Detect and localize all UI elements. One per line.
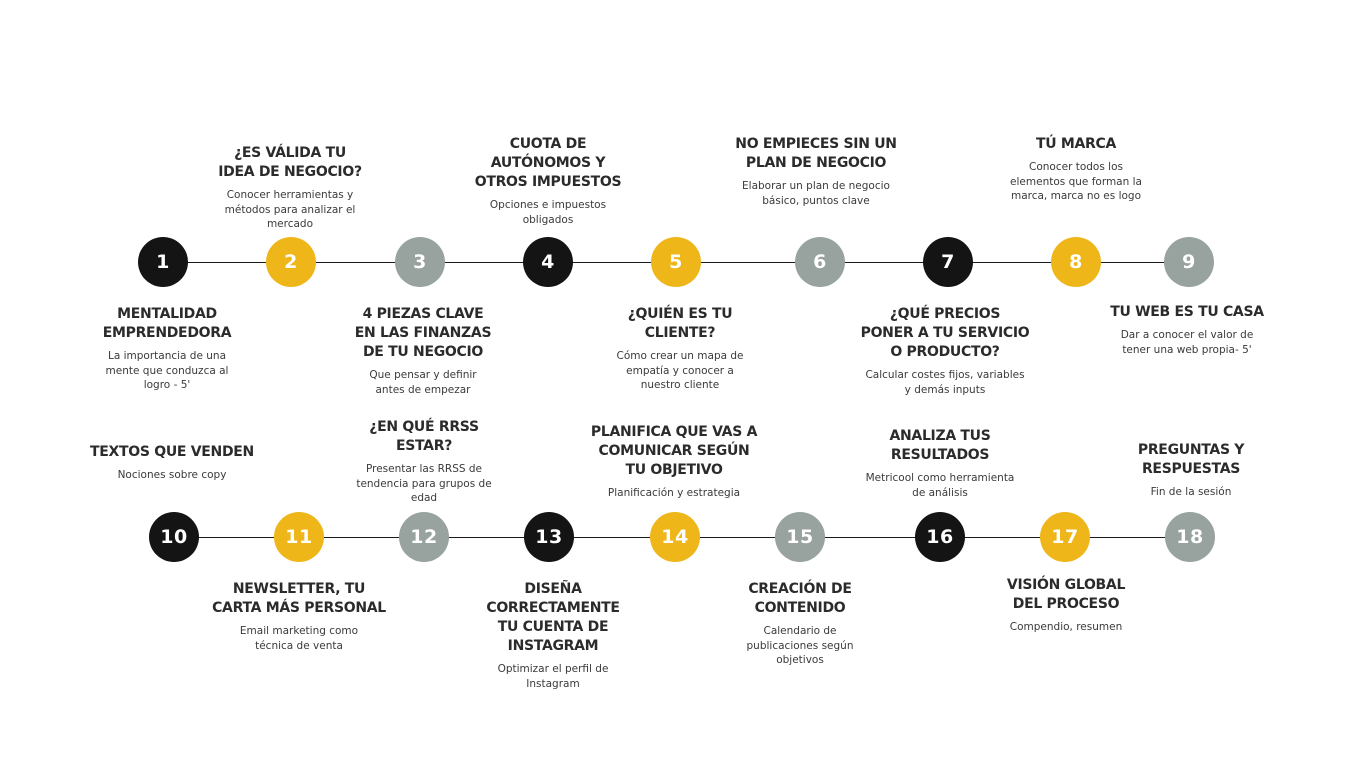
step-node-17: 17 (1040, 512, 1090, 562)
step-title: VISIÓN GLOBAL DEL PROCESO (1006, 577, 1126, 612)
step-title: TÚ MARCA (1035, 136, 1117, 152)
step-node-6: 6 (795, 237, 845, 287)
step-description: Conocer herramientas y métodos para analizar el mercado (224, 189, 356, 230)
step-title: PLANIFICA QUE VAS A COMUNICAR SEGÚN TU OBJETIVO (590, 424, 758, 478)
step-node-5: 5 (651, 237, 701, 287)
step-description: Conocer todos los elementos que forman la marca, marca no es logo (1010, 161, 1142, 202)
step-node-11: 11 (274, 512, 324, 562)
step-description: Planificación y estrategia (607, 487, 741, 499)
step-block-15 (715, 580, 885, 668)
step-block-12 (339, 418, 509, 506)
step-block-18 (1106, 441, 1276, 500)
step-block-6 (726, 135, 906, 208)
step-title: ¿QUÉ PRECIOS PONER A TU SERVICIO O PRODUCTO? (860, 306, 1030, 360)
step-block-5 (595, 305, 765, 393)
step-node-7: 7 (923, 237, 973, 287)
step-block-2 (205, 144, 375, 232)
step-block-13 (468, 580, 638, 691)
step-description: Metricool como herramienta de análisis (865, 472, 1015, 499)
step-node-2: 2 (266, 237, 316, 287)
step-description: Cómo crear un mapa de empatía y conocer a nuestro cliente (616, 350, 744, 391)
step-description: Presentar las RRSS de tendencia para grupos de edad (356, 463, 492, 504)
step-block-14 (584, 423, 764, 501)
step-title: CREACIÓN DE CONTENIDO (748, 581, 852, 616)
step-title: ¿QUIÉN ES TU CLIENTE? (627, 306, 733, 341)
step-description: Compendio, resumen (1009, 621, 1123, 633)
step-node-15: 15 (775, 512, 825, 562)
step-title: ANALIZA TUS RESULTADOS (889, 428, 991, 463)
step-node-12: 12 (399, 512, 449, 562)
step-node-8: 8 (1051, 237, 1101, 287)
step-node-10: 10 (149, 512, 199, 562)
step-description: Optimizar el perfil de Instagram (497, 663, 609, 690)
step-title: NEWSLETTER, TU CARTA MÁS PERSONAL (212, 581, 386, 616)
step-description: Dar a conocer el valor de tener una web propia- 5' (1120, 329, 1254, 356)
step-description: Opciones e impuestos obligados (489, 199, 607, 226)
step-block-9 (1097, 303, 1277, 357)
step-node-9: 9 (1164, 237, 1214, 287)
step-description: Calendario de publicaciones según objetivos (746, 625, 854, 666)
step-title: NO EMPIECES SIN UN PLAN DE NEGOCIO (735, 136, 897, 171)
step-description: Calcular costes fijos, variables y demás inputs (865, 369, 1025, 396)
step-node-1: 1 (138, 237, 188, 287)
step-block-8 (991, 135, 1161, 204)
step-block-16 (855, 427, 1025, 500)
step-title: ¿ES VÁLIDA TU IDEA DE NEGOCIO? (218, 145, 362, 180)
step-node-13: 13 (524, 512, 574, 562)
step-description: Email marketing como técnica de venta (239, 625, 359, 652)
step-node-16: 16 (915, 512, 965, 562)
step-description: La importancia de una mente que conduzca al logro - 5' (105, 350, 229, 391)
step-title: PREGUNTAS Y RESPUESTAS (1137, 442, 1245, 477)
step-description: Que pensar y definir antes de empezar (369, 369, 477, 396)
step-title: CUOTA DE AUTÓNOMOS Y OTROS IMPUESTOS (474, 136, 622, 190)
step-title: TEXTOS QUE VENDEN (90, 444, 254, 460)
step-block-3 (338, 305, 508, 397)
step-title: TU WEB ES TU CASA (1110, 304, 1264, 320)
step-title: DISEÑA CORRECTAMENTE TU CUENTA DE INSTAGRAM (486, 581, 620, 654)
step-block-17 (981, 576, 1151, 635)
step-block-10 (82, 443, 262, 483)
step-title: MENTALIDAD EMPRENDEDORA (102, 306, 232, 341)
step-node-3: 3 (395, 237, 445, 287)
step-description: Fin de la sesión (1150, 486, 1232, 498)
step-description: Elaborar un plan de negocio básico, puntos clave (742, 180, 890, 207)
step-block-1 (82, 305, 252, 393)
step-title: 4 PIEZAS CLAVE EN LAS FINANZAS DE TU NEGOCIO (354, 306, 492, 360)
step-node-4: 4 (523, 237, 573, 287)
step-title: ¿EN QUÉ RRSS ESTAR? (369, 419, 479, 454)
step-description: Nociones sobre copy (117, 469, 227, 481)
step-node-18: 18 (1165, 512, 1215, 562)
step-block-7 (855, 305, 1035, 397)
step-node-14: 14 (650, 512, 700, 562)
step-block-11 (209, 580, 389, 653)
step-block-4 (463, 135, 633, 227)
